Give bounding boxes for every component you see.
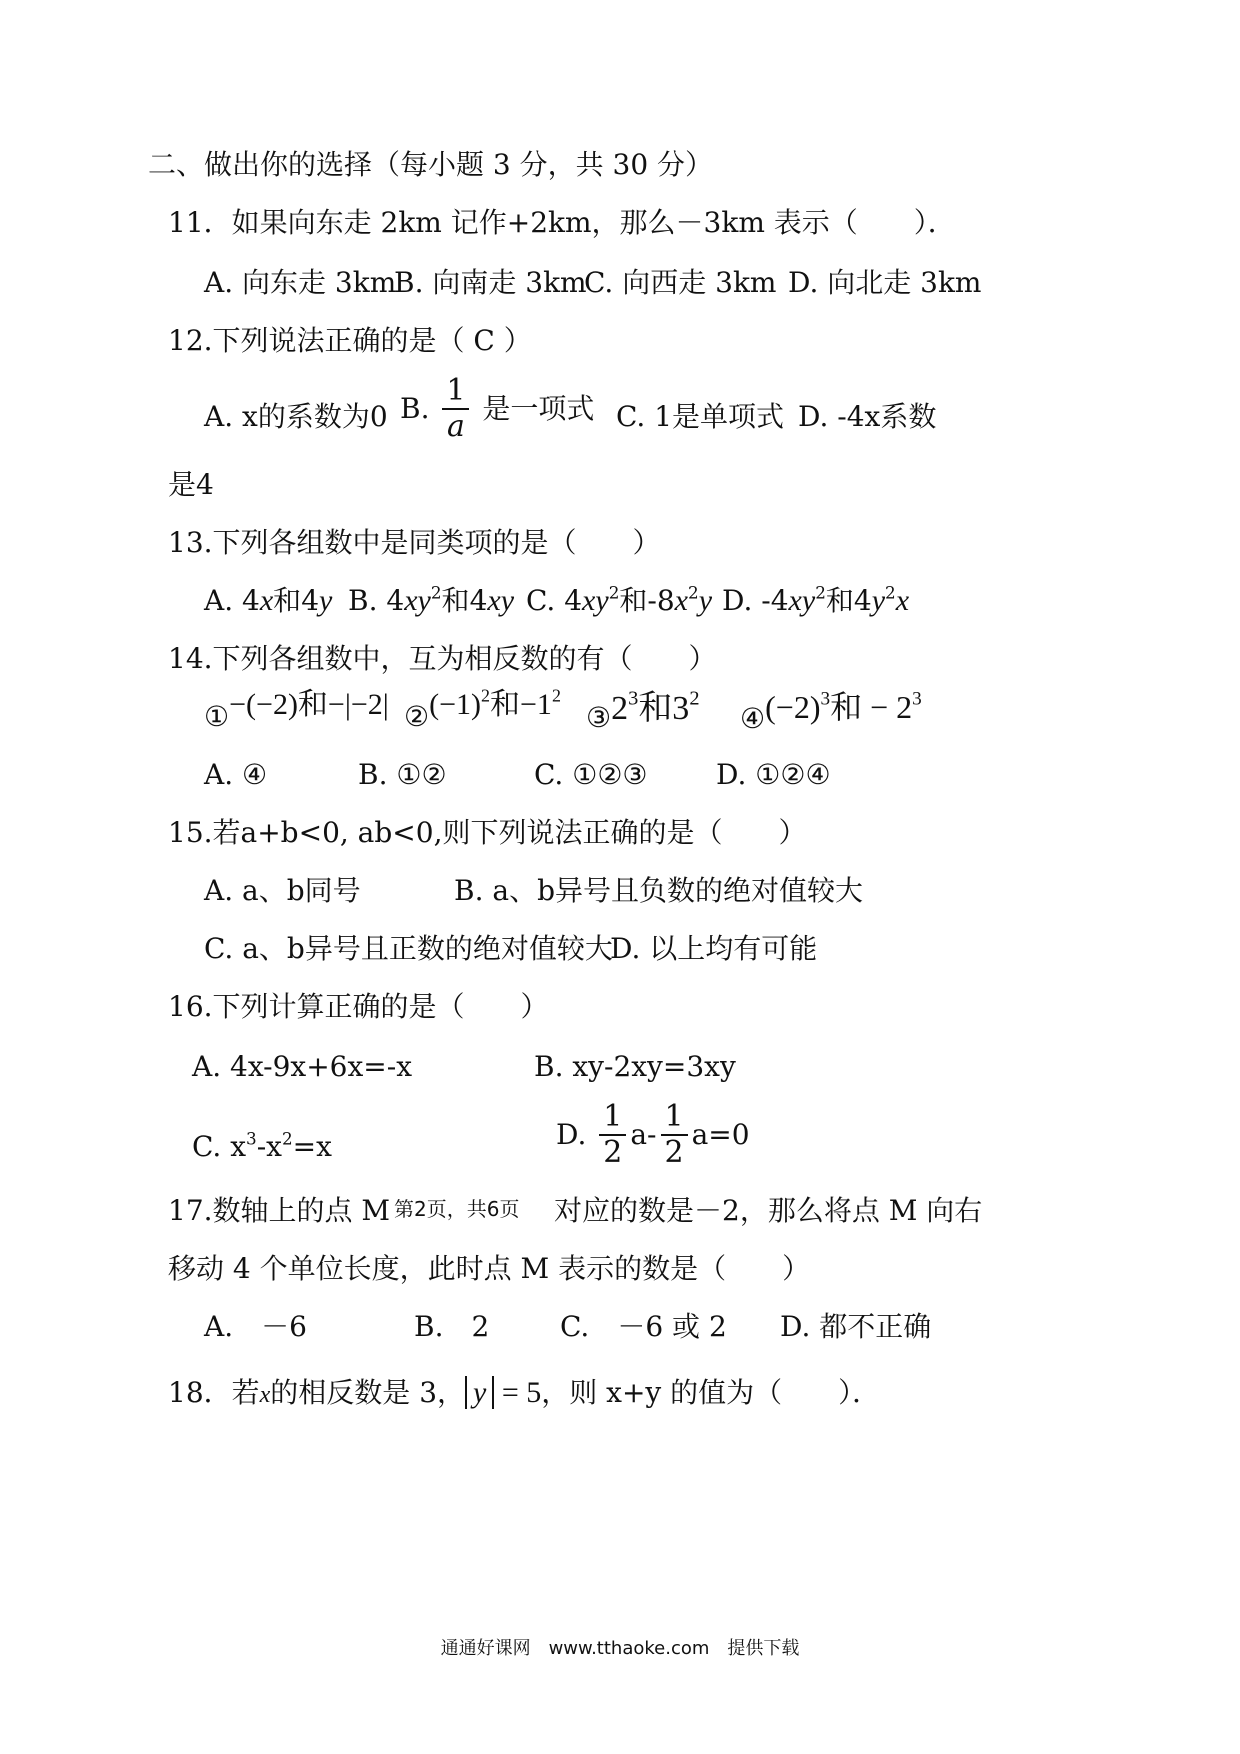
q11-option-c: C. 向西走 3km bbox=[584, 266, 777, 299]
q14-item-3-mid: 和3 bbox=[638, 690, 690, 727]
q13-d-four: 4 bbox=[853, 584, 872, 617]
q12-option-a: A. x的系数为0 bbox=[204, 400, 388, 433]
q12-option-b bbox=[400, 374, 594, 444]
q13-c-var-y: y bbox=[595, 584, 609, 617]
q18-suffix: ，则 x+y 的值为（ ）． bbox=[541, 1376, 881, 1409]
q14-item-3-exp2: 2 bbox=[689, 687, 700, 710]
q13-a-label: A. 4 bbox=[204, 584, 260, 617]
q14-item-1 bbox=[204, 688, 389, 734]
q16-c-mid: -x bbox=[256, 1130, 282, 1163]
q14-item-3-expr bbox=[611, 687, 700, 727]
question-14-items bbox=[204, 685, 1224, 744]
question-13-options bbox=[204, 584, 1204, 618]
q13-b-he: 和 bbox=[441, 584, 470, 617]
q16-fraction-1 bbox=[599, 1100, 626, 1170]
question-18-stem bbox=[168, 1376, 880, 1412]
q12-fraction bbox=[442, 374, 469, 444]
q13-b-var-y: y bbox=[417, 584, 431, 617]
q12-fraction-denominator: a bbox=[446, 409, 465, 444]
q17-option-d: D. 都不正确 bbox=[780, 1310, 932, 1343]
question-12-option-d-wrap: 是4 bbox=[168, 468, 214, 501]
q13-c-he: 和-8 bbox=[619, 584, 675, 617]
q17-stem-part1: 17.数轴上的点 M bbox=[168, 1194, 391, 1227]
q16-c-prefix: C. x bbox=[192, 1130, 247, 1163]
q11-option-d: D. 向北走 3km bbox=[788, 266, 982, 299]
question-14-options bbox=[204, 758, 1204, 792]
q14-item-1-expr: −(−2)和−|−2| bbox=[229, 688, 389, 721]
q14-item-3 bbox=[586, 687, 700, 735]
q14-option-c: C. ①②③ bbox=[534, 758, 648, 791]
question-16-stem: 16.下列计算正确的是（ ） bbox=[168, 990, 549, 1023]
q16-fraction-2 bbox=[661, 1100, 688, 1170]
question-16-options-row1 bbox=[192, 1050, 1192, 1084]
q13-c-label: C. 4 bbox=[526, 584, 583, 617]
q14-item-3-mark: ③ bbox=[586, 701, 612, 734]
question-16-options-row2 bbox=[192, 1100, 1192, 1180]
q18-abs-var: y bbox=[465, 1376, 494, 1409]
q18-prefix: 18．若 bbox=[168, 1376, 260, 1409]
q13-b-exp: 2 bbox=[430, 582, 442, 603]
q14-item-4-exp1: 3 bbox=[820, 688, 831, 710]
q17-option-c: C. －6 或 2 bbox=[560, 1310, 727, 1343]
q14-option-a: A. ④ bbox=[204, 758, 268, 791]
q14-option-d: D. ①②④ bbox=[716, 758, 831, 791]
footer-credit: 通通好课网 www.tthaoke.com 提供下载 bbox=[440, 1638, 800, 1659]
q16-fraction-1-denominator: 2 bbox=[603, 1135, 623, 1170]
q16-fraction-2-numerator: 1 bbox=[661, 1100, 688, 1136]
q16-c-suffix: =x bbox=[292, 1130, 332, 1163]
q13-d-exp: 2 bbox=[815, 582, 826, 603]
q14-item-4 bbox=[740, 688, 922, 736]
q15-option-b: B. a、b异号且负数的绝对值较大 bbox=[454, 874, 863, 907]
q14-item-4-base: (−2) bbox=[765, 689, 821, 725]
q16-d-prefix: D. bbox=[556, 1118, 587, 1151]
q13-d-var-y2: y bbox=[871, 584, 886, 617]
q13-option-a bbox=[204, 584, 332, 618]
q14-item-2-expr bbox=[429, 685, 561, 721]
q15-option-c: C. a、b异号且正数的绝对值较大 bbox=[204, 932, 613, 965]
q13-c-var-x: x bbox=[582, 584, 596, 617]
question-11-options bbox=[204, 266, 1204, 300]
q16-option-c bbox=[192, 1130, 332, 1164]
q13-option-c bbox=[526, 584, 712, 618]
q13-d-var-y: y bbox=[801, 584, 816, 617]
q11-option-b: B. 向南走 3km bbox=[394, 266, 587, 299]
q16-d-mid: a- bbox=[630, 1118, 657, 1151]
q13-a-var-y: y bbox=[319, 584, 333, 617]
q14-item-2-base: (−1) bbox=[429, 688, 482, 721]
q18-eq: = 5 bbox=[501, 1376, 542, 1409]
q16-option-a: A. 4x-9x+6x=-x bbox=[192, 1050, 412, 1083]
q14-item-4-expr bbox=[765, 689, 922, 725]
q12-option-c: C. 1是单项式 bbox=[616, 400, 785, 433]
question-17-options bbox=[204, 1310, 1204, 1344]
q13-b-four: 4 bbox=[469, 584, 488, 617]
question-12-options bbox=[204, 374, 1204, 454]
q13-c-exp: 2 bbox=[608, 582, 620, 603]
q17-option-b: B. 2 bbox=[414, 1310, 490, 1343]
section-title: 二、做出你的选择（每小题 3 分，共 30 分） bbox=[148, 148, 714, 181]
q11-option-a: A. 向东走 3km bbox=[204, 266, 397, 299]
q13-a-var-x: x bbox=[259, 584, 274, 617]
q13-d-var-x2: x bbox=[895, 584, 910, 617]
q14-item-1-mark: ① bbox=[204, 700, 230, 733]
q16-c-exp1: 3 bbox=[246, 1128, 257, 1149]
q13-b-var-x2: x bbox=[487, 584, 501, 617]
q16-option-d bbox=[556, 1100, 750, 1170]
q13-d-var-x: x bbox=[788, 584, 802, 617]
q13-a-he: 和 bbox=[273, 584, 302, 617]
question-17-stem-line2: 移动 4 个单位长度，此时点 M 表示的数是（ ） bbox=[168, 1252, 811, 1285]
q15-option-d: D. 以上均有可能 bbox=[610, 932, 818, 965]
q13-b-label: B. 4 bbox=[348, 584, 405, 617]
question-15-stem: 15.若a+b<0, ab<0,则下列说法正确的是（ ） bbox=[168, 816, 807, 849]
q14-item-4-exp2: 3 bbox=[912, 688, 922, 710]
q12-option-d: D. -4x系数 bbox=[798, 400, 937, 433]
question-15-options-row1 bbox=[204, 874, 1204, 908]
q18-mid: 的相反数是 3， bbox=[270, 1376, 466, 1409]
question-14-stem: 14.下列各组数中，互为相反数的有（ ） bbox=[168, 642, 717, 675]
q14-item-2 bbox=[404, 685, 561, 734]
q17-option-a: A. －6 bbox=[204, 1310, 307, 1343]
q16-option-b: B. xy-2xy=3xy bbox=[534, 1050, 736, 1083]
q13-d-he: 和 bbox=[825, 584, 854, 617]
question-15-options-row2 bbox=[204, 932, 1204, 966]
q12-fraction-numerator: 1 bbox=[442, 374, 469, 410]
q14-item-2-exp1: 2 bbox=[481, 685, 491, 706]
q13-a-four: 4 bbox=[301, 584, 320, 617]
q14-option-b: B. ①② bbox=[358, 758, 447, 791]
q13-option-d bbox=[722, 584, 909, 618]
q13-c-exp2: 2 bbox=[688, 582, 699, 603]
q12-option-b-text: 是一项式 bbox=[482, 392, 595, 425]
q15-option-a: A. a、b同号 bbox=[204, 874, 361, 907]
q16-fraction-2-denominator: 2 bbox=[664, 1135, 684, 1170]
q13-c-var-y2: y bbox=[698, 584, 713, 617]
q13-c-var-x2: x bbox=[674, 584, 688, 617]
q17-stem-part2: 对应的数是－2，那么将点 M 向右 bbox=[554, 1194, 983, 1227]
q16-fraction-1-numerator: 1 bbox=[599, 1100, 626, 1136]
question-11-stem: 11．如果向东走 2km 记作+2km，那么－3km 表示（ ）． bbox=[168, 206, 956, 239]
q14-item-2-mark: ② bbox=[404, 700, 430, 733]
question-12-stem: 12.下列说法正确的是（ C ） bbox=[168, 324, 532, 357]
q18-var-x: x bbox=[259, 1382, 271, 1408]
question-13-stem: 13.下列各组数中是同类项的是（ ） bbox=[168, 526, 661, 559]
q13-b-var-x: x bbox=[404, 584, 418, 617]
q14-item-4-mark: ④ bbox=[740, 702, 766, 735]
q14-item-3-exp1: 3 bbox=[628, 687, 639, 710]
q16-c-exp2: 2 bbox=[281, 1128, 293, 1149]
q13-b-var-y2: y bbox=[500, 584, 515, 617]
question-17-stem bbox=[168, 1194, 1228, 1228]
page-number-label: 第2页，共6页 bbox=[394, 1197, 520, 1221]
q14-item-2-exp2: 2 bbox=[551, 685, 561, 706]
q18-abs-expr bbox=[465, 1376, 541, 1409]
q13-d-exp2: 2 bbox=[885, 582, 896, 603]
q13-d-label: D. -4 bbox=[722, 584, 789, 617]
q14-item-2-mid: 和−1 bbox=[490, 688, 552, 721]
q13-option-b bbox=[348, 584, 514, 618]
q14-item-4-mid: 和 − 2 bbox=[830, 689, 913, 725]
q14-item-3-base: 2 bbox=[611, 690, 629, 727]
q16-d-suffix: a=0 bbox=[691, 1118, 750, 1151]
q12-option-b-label: B. bbox=[400, 392, 430, 425]
